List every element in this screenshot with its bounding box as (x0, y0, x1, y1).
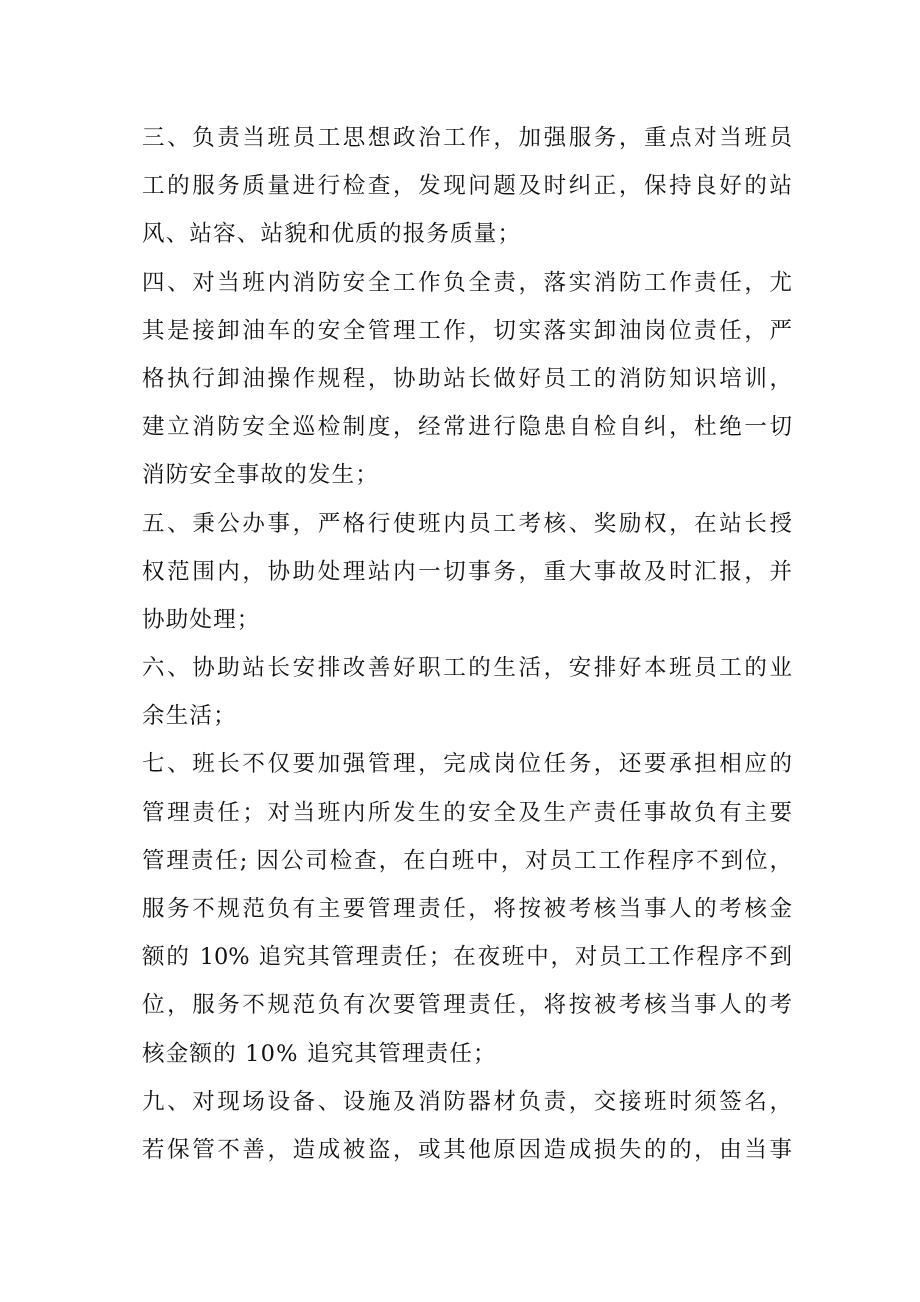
text-line: 建立消防安全巡检制度，经常进行隐患自检自纠，杜绝一切 (142, 414, 792, 441)
text-line: 七、班长不仅要加强管理，完成岗位任务，还要承担相应的 (142, 751, 792, 778)
text-line: 格执行卸油操作规程，协助站长做好员工的消防知识培训， (142, 365, 792, 392)
text-line: 九、对现场设备、设施及消防器材负责，交接班时须签名， (142, 1088, 792, 1115)
paragraph-7 (142, 740, 792, 1077)
text-line: 服务不规范负有主要管理责任，将按被考核当事人的考核金 (142, 896, 792, 922)
paragraph-4 (142, 259, 792, 500)
text-line: 其是接卸油车的安全管理工作，切实落实卸油岗位责任，严 (142, 317, 792, 344)
text-line: 风、站容、站貌和优质的报务质量； (142, 221, 522, 248)
document-body (142, 114, 792, 1174)
text-line: 六、协助站长安排改善好职工的生活，安排好本班员工的业 (142, 655, 792, 682)
text-line: 五、秉公办事，严格行使班内员工考核、奖励权，在站长授 (142, 510, 792, 537)
text-line: 四、对当班内消防安全工作负全责，落实消防工作责任，尤 (142, 269, 792, 296)
paragraph-5 (142, 500, 792, 645)
text-line: 额的 10% 追究其管理责任；在夜班中，对员工工作程序不到 (142, 944, 792, 971)
text-line: 管理责任; 因公司检查，在白班中，对员工工作程序不到位， (142, 847, 792, 874)
text-line: 三、负责当班员工思想政治工作，加强服务，重点对当班员 (142, 125, 792, 151)
text-line: 权范围内，协助处理站内一切事务，重大事故及时汇报，并 (142, 558, 792, 585)
text-line: 工的服务质量进行检查，发现问题及时纠正，保持良好的站 (142, 173, 792, 200)
text-line: 管理责任；对当班内所发生的安全及生产责任事故负有主要 (142, 799, 792, 826)
paragraph-9 (142, 1078, 792, 1174)
paragraph-3 (142, 114, 792, 259)
paragraph-6 (142, 644, 792, 740)
text-line: 若保管不善，造成被盗，或其他原因造成损失的的，由当事 (142, 1136, 792, 1163)
text-line: 协助处理； (142, 606, 261, 633)
text-line: 余生活； (142, 703, 237, 730)
text-line: 位，服务不规范负有次要管理责任，将按被考核当事人的考 (142, 992, 792, 1019)
text-line: 核金额的 10% 追究其管理责任； (142, 1040, 497, 1067)
text-line: 消防安全事故的发生； (142, 462, 380, 489)
